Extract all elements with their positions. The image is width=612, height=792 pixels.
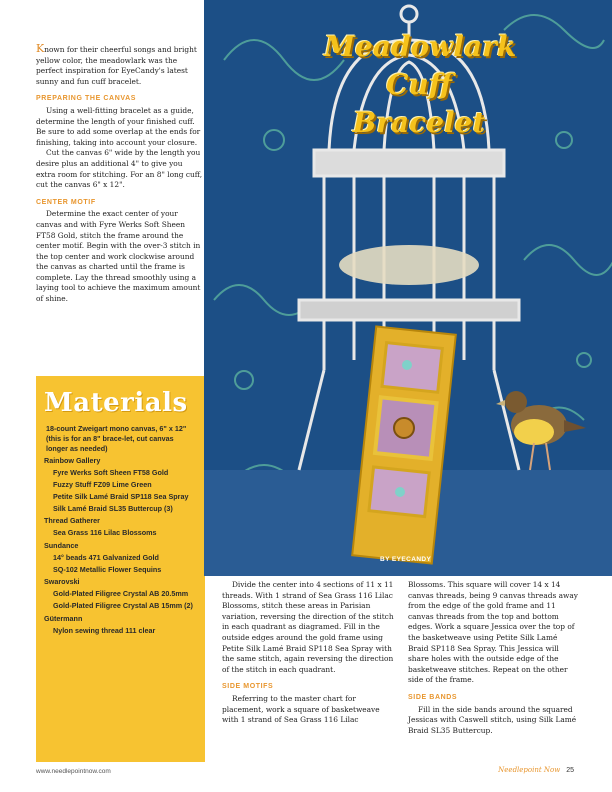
footer-folio xyxy=(498,766,574,774)
middle-column xyxy=(222,580,394,726)
heading-center-motif: CENTER MOTIF xyxy=(36,198,96,206)
page-number: 25 xyxy=(566,767,574,774)
photo-title-line-1: Meadowlark xyxy=(324,30,517,63)
materials-group-name: Sundance xyxy=(44,540,79,550)
intro-text: nown for their cheerful songs and bright yellow color, the meadowlark was the perfect inspiration for EyeCandy's latest sunny and fun cuff bracelet. xyxy=(36,45,197,86)
bracelet-photo xyxy=(204,0,612,576)
materials-item: Gold-Plated Filigree Crystal AB 20.5mm xyxy=(53,589,189,599)
photo-credit: BY EYECANDY xyxy=(380,556,432,563)
materials-group-name: Swarovski xyxy=(44,577,80,587)
materials-item: Gold-Plated Filigree Crystal AB 15mm (2) xyxy=(53,600,193,610)
right-column xyxy=(408,580,580,736)
center-paragraph-1: Determine the exact center of your canvas and with Fyre Werks Soft Sheen FT58 Gold, stitch the frame around the center motif. Begin with the over-3 stitch in the top center and work clockwise around the canvas as charted until the frame is complete. Lay the thread smoothly using a laying tool to achieve the maximum amount of shine. xyxy=(36,209,201,304)
materials-item: Sea Grass 116 Lilac Blossoms xyxy=(53,528,157,538)
materials-item: Nylon sewing thread 111 clear xyxy=(53,625,156,635)
materials-item: Silk Lamé Braid SL35 Buttercup (3) xyxy=(53,503,173,513)
materials-group-name: Rainbow Gallery xyxy=(44,456,101,466)
materials-item: 14° beads 471 Galvanized Gold xyxy=(53,552,159,562)
materials-box xyxy=(36,376,205,762)
heading-preparing-canvas: PREPARING THE CANVAS xyxy=(36,95,137,103)
heading-side-bands: SIDE BANDS xyxy=(408,693,458,701)
straw-nest xyxy=(339,245,479,285)
side-motifs-paragraph-2: Blossoms. This square will cover 14 x 14 canvas threads, being 9 canvas threads away from the edge of the gold frame and 11 canvas threads from the top and bottom edges. Work a square Jessica over the top of the basketweave using Petite Silk Lamé Braid SP118 Sea Spray. This Jessica will share holes with the outside edge of the basketweave stitches. Repeat on the other side of the frame. xyxy=(408,580,578,685)
preparing-paragraph-1: Using a well-fitting bracelet as a guide, determine the length of your finished cuff. Be sure to add some overlap at the ends for finishing, taking into account your closure. xyxy=(36,105,201,147)
footer-magazine-name: Needlepoint Now xyxy=(498,766,561,774)
preparing-paragraph-2: Cut the canvas 6" wide by the length you desire plus an additional 4" to give you extra room for stitching. For an 8" long cuff, cut the canvas 6" x 12". xyxy=(36,148,203,190)
heading-side-motifs: SIDE MOTIFS xyxy=(222,683,274,691)
materials-canvas: 18-count Zweigart mono canvas, 6" x 12" (this is for an 8" brace-let, cut canvas longer as needed) xyxy=(46,424,187,453)
materials-title: Materials xyxy=(44,388,188,418)
left-column xyxy=(36,44,204,305)
materials-item: SQ-102 Metallic Flower Sequins xyxy=(53,564,162,574)
intro-dropcap: K xyxy=(36,42,45,55)
footer-url[interactable]: www.needlepointnow.com xyxy=(36,768,111,775)
side-bands-paragraph: Fill in the side bands around the squared Jessicas with Caswell stitch, using Silk Lamé Braid SL35 Buttercup. xyxy=(408,704,577,735)
photo-title-line-2: Cuff Bracelet xyxy=(352,68,486,139)
materials-item: Petite Silk Lamé Braid SP118 Sea Spray xyxy=(53,491,189,501)
side-motifs-paragraph-1: Referring to the master chart for placement, work a square of basketweave with 1 strand of Sea Grass 116 Lilac xyxy=(222,693,380,725)
materials-group-name: Gütermann xyxy=(44,613,83,623)
materials-item: Fyre Werks Soft Sheen FT58 Gold xyxy=(53,468,169,478)
center-paragraph-2: Divide the center into 4 sections of 11 x 11 threads. With 1 strand of Sea Grass 116 Lilac Blossoms, stitch these areas in Parisian variation, reversing the direction of the stitch in each quadrant as diagramed. Fill in the outside edges around the gold frame using Petite Silk Lamé Braid SP118 Sea Spray with the same stitch, again reversing the direction of the stitch in each quadrant. xyxy=(222,580,394,674)
materials-group-name: Thread Gatherer xyxy=(44,516,100,526)
materials-item: Fuzzy Stuff FZ09 Lime Green xyxy=(53,479,152,489)
intro-paragraph xyxy=(36,44,204,87)
photo-title xyxy=(324,28,517,142)
